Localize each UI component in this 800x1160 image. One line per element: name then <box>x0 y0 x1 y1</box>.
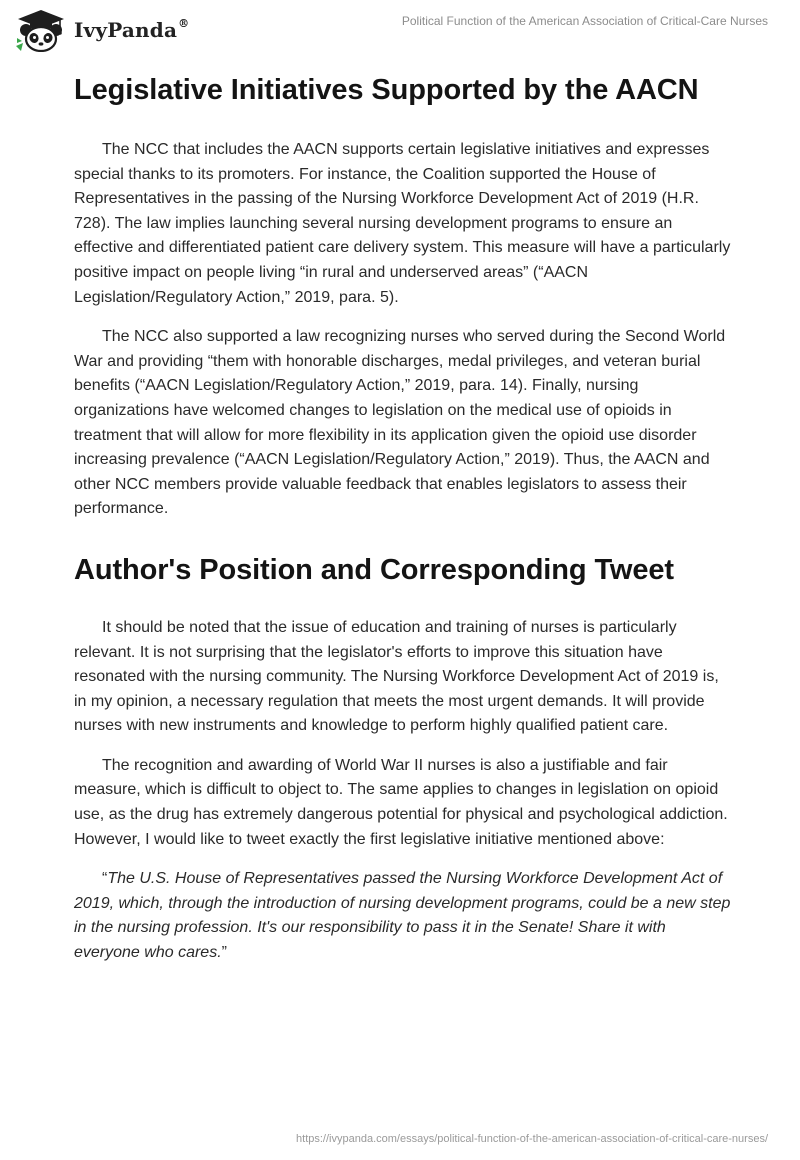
panda-graduate-icon <box>14 8 68 52</box>
brand-logo[interactable] <box>14 8 189 52</box>
section-heading: Author's Position and Corresponding Tweet <box>74 553 674 586</box>
section-heading: Legislative Initiatives Supported by the AACN <box>74 74 699 106</box>
paragraph: The NCC that includes the AACN supports certain legislative initiatives and expresses special thanks to its promoters. For instance, the Coalition supported the House of Representatives in the passing of the Nursing Workforce Development Act of 2019 (H.R. 728). The law implies launching several nursing development programs to ensure an effective and differentiated patient care delivery system. This measure will have a particularly positive impact on people living “in rural and underserved areas” (“AACN Legislation/Regulatory Action,” 2019, para. 5). <box>74 141 731 306</box>
paragraph: The NCC also supported a law recognizing nurses who served during the Second World War and providing “them with honorable discharges, medal privileges, and veteran burial benefits (“AACN Legislation/Regulatory Action,” 2019, para. 14). Finally, nursing organizations have welcomed changes to legislation on the medical use of opioids in treatment that will allow for more flexibility in its application given the opioid use disorder increasing prevalence (“AACN Legislation/Regulatory Action,” 2019). Thus, the AACN and other NCC members provide valuable feedback that enables legislators to assess their performance. <box>74 328 726 518</box>
tweet-quote <box>74 867 734 965</box>
source-url[interactable]: https://ivypanda.com/essays/political-function-of-the-american-association-of-critical-care-nurses/ <box>296 1133 768 1145</box>
quote-open-mark: “ <box>102 870 108 888</box>
tweet-text: The U.S. House of Representatives passed the Nursing Workforce Development Act of 2019, which, through the introduction of nursing development programs, could be a new step in the nursing profession. It's our responsibility to pass it in the Senate! Share it with everyone who cares. <box>74 870 731 962</box>
paragraph: The recognition and awarding of World War II nurses is also a justifiable and fair measure, which is difficult to object to. The same applies to changes in legislation on opioid use, as the drug has extremely dangerous potential for physical and psychological addiction. However, I would like to tweet exactly the first legislative initiative mentioned above: <box>74 756 728 848</box>
page-header <box>0 0 800 66</box>
document-title: Political Function of the American Association of Critical-Care Nurses <box>401 14 768 28</box>
section-legislative-initiatives <box>74 72 734 522</box>
paragraph: It should be noted that the issue of education and training of nurses is particularly relevant. It is not surprising that the legislator's efforts to improve this situation have resonated with the nursing community. The Nursing Workforce Development Act of 2019 is, in my opinion, a necessary regulation that meets the most urgent demands. It will provide nurses with new instruments and knowledge to perform highly qualified patient care. <box>74 618 719 735</box>
quote-close-mark: ” <box>221 944 227 962</box>
article-body <box>74 72 734 966</box>
brand-name: IvyPanda® <box>74 17 190 42</box>
section-author-position <box>74 552 734 966</box>
